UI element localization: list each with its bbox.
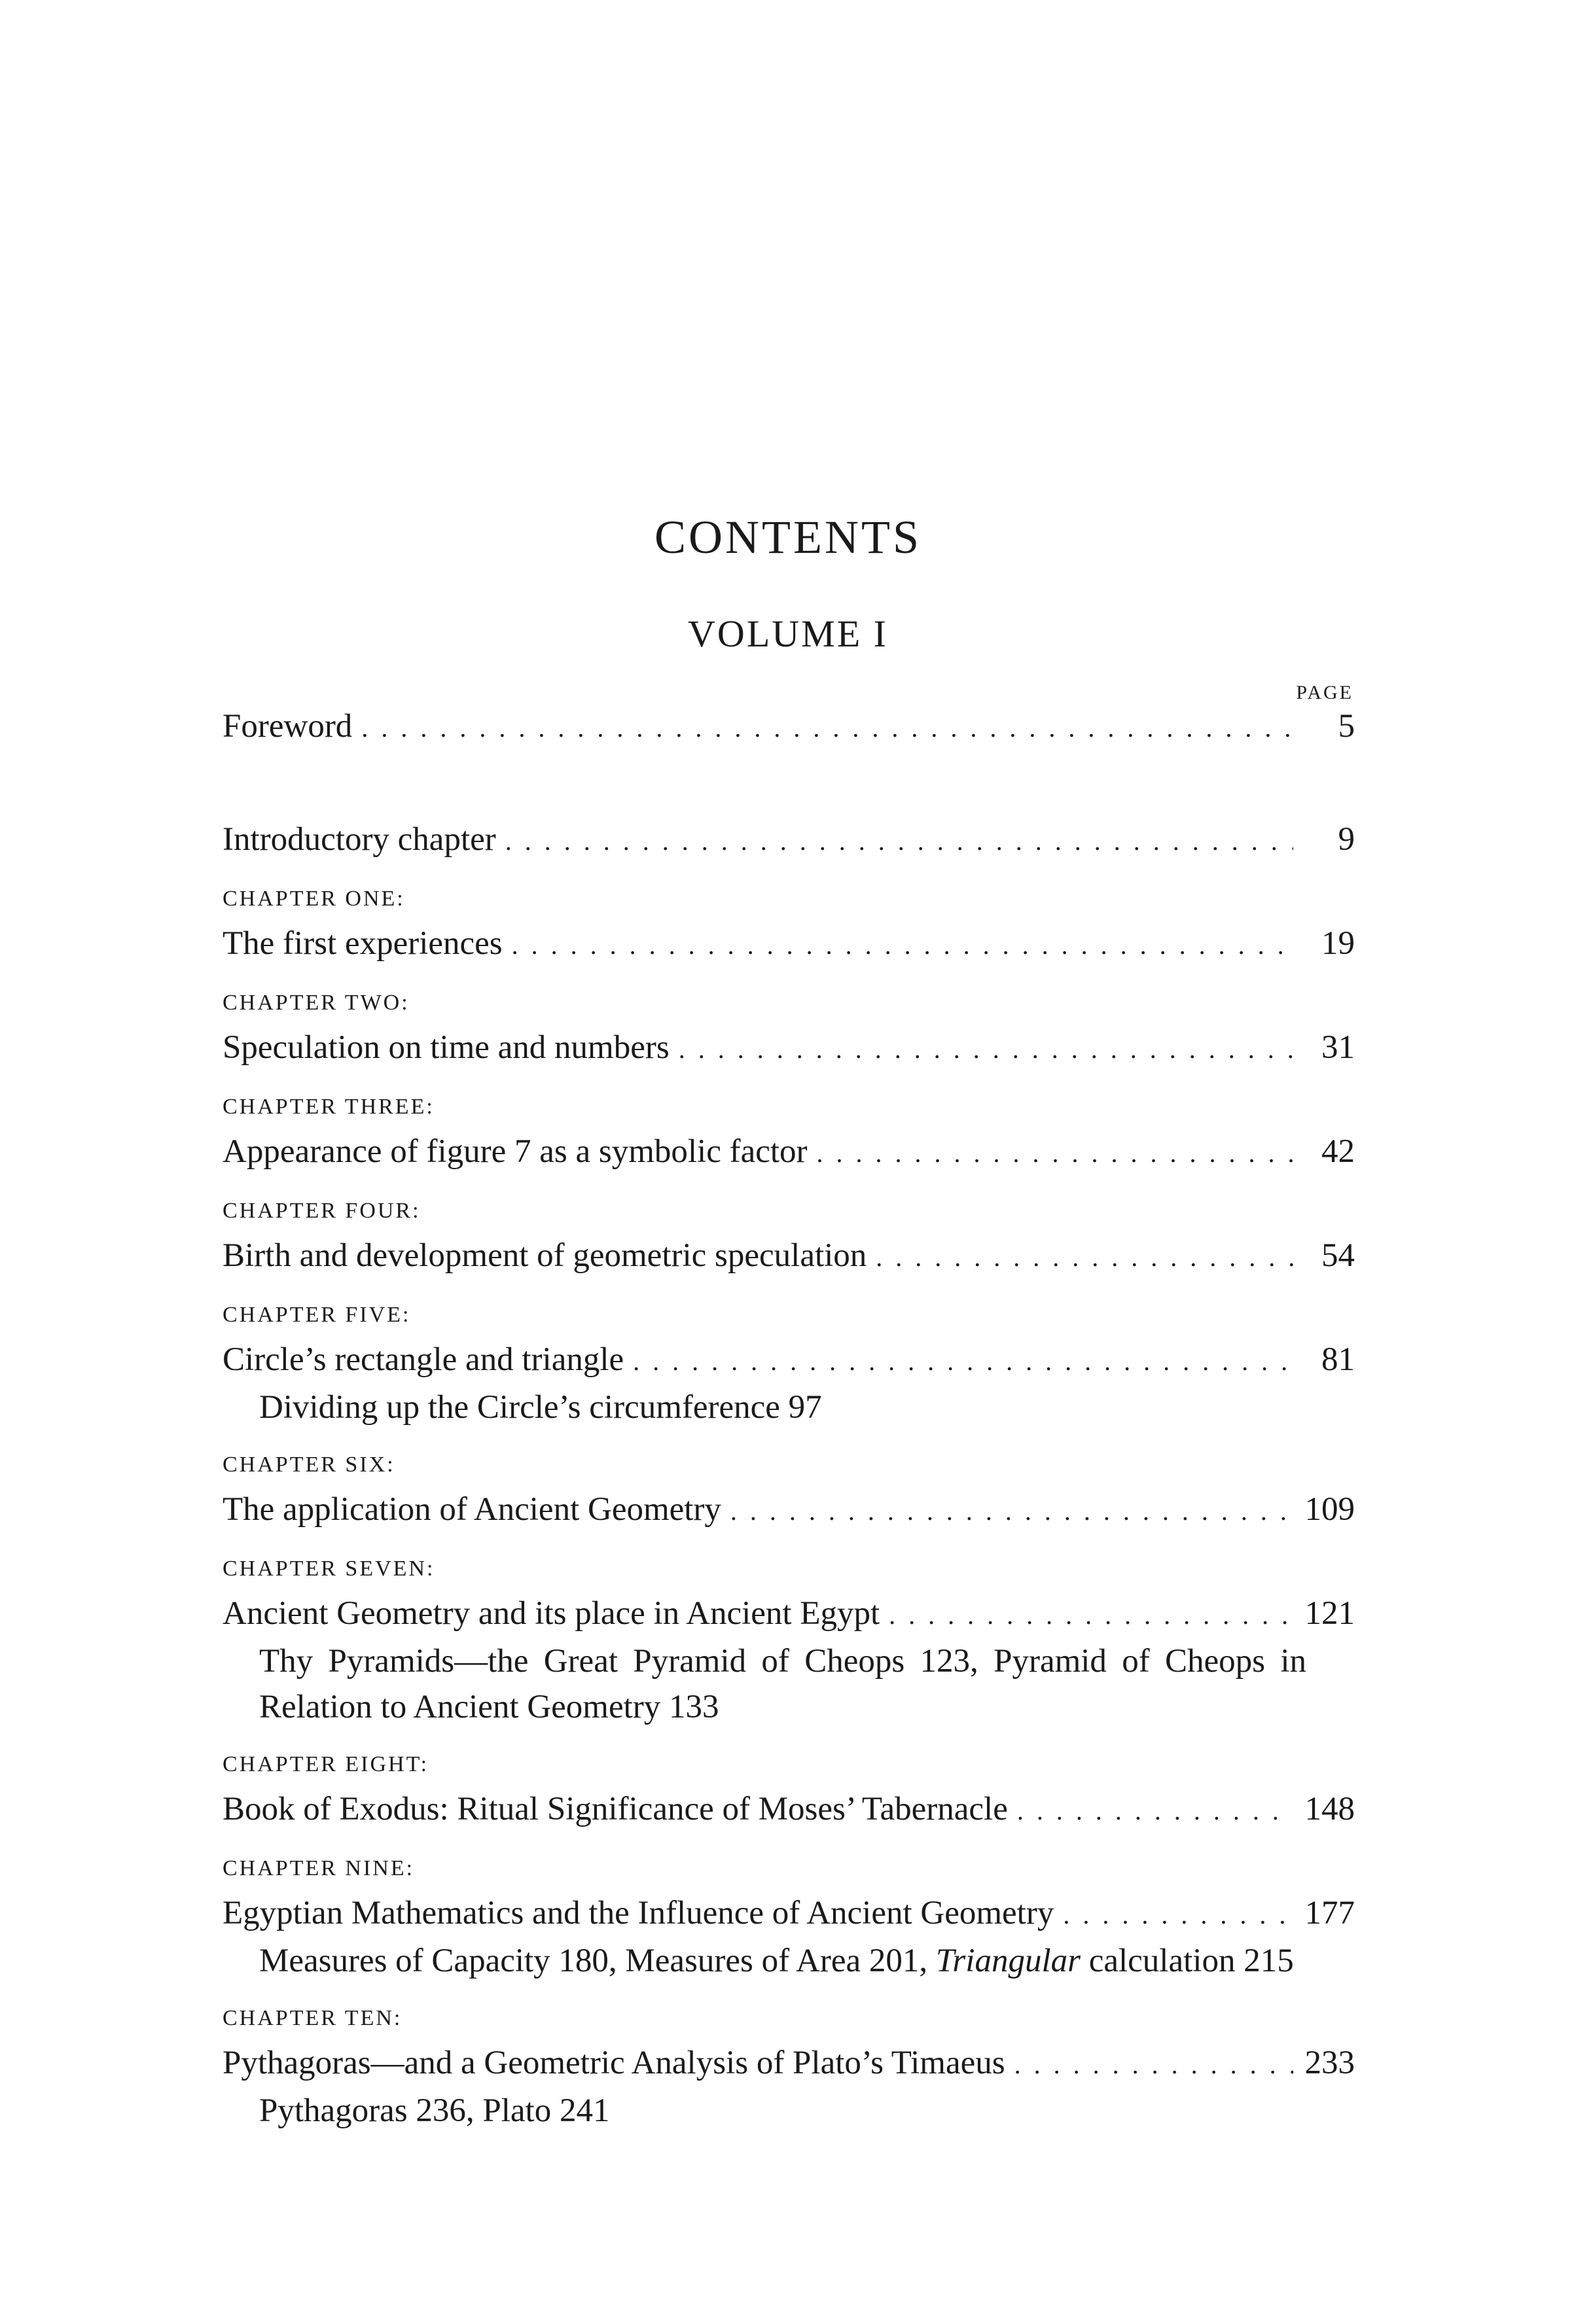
entry-page: 42 [1321,1133,1355,1170]
chapter-label: CHAPTER FOUR: [223,1199,421,1223]
toc-entry-chapter-5[interactable] [223,1337,1355,1384]
dot-leader [679,1027,1293,1072]
entry-page: 19 [1321,925,1355,962]
toc-entry-chapter-9[interactable] [223,1890,1355,1938]
chapter-label: CHAPTER NINE: [223,1856,415,1880]
volume-title: VOLUME I [688,612,888,655]
chapter-label: CHAPTER TWO: [223,991,410,1015]
entry-title: The first experiences [223,925,503,962]
entry-page: 81 [1321,1341,1355,1378]
entry-page: 109 [1304,1491,1355,1528]
dot-leader [876,1235,1293,1280]
chapter-label: CHAPTER SIX: [223,1452,395,1477]
dot-leader [730,1488,1293,1534]
spacer [223,751,1355,817]
toc-entry-chapter-2[interactable] [223,1025,1355,1072]
sub-entry-part: calculation 215 [1080,1943,1294,1979]
entry-title: Book of Exodus: Ritual Significance of Moses’ Tabernacle [223,1791,1008,1827]
toc-entry-chapter-6[interactable] [223,1487,1355,1534]
entry-title: Circle’s rectangle and triangle [223,1341,624,1378]
toc-entry-introductory[interactable] [223,817,1355,864]
dot-leader [633,1339,1293,1384]
entry-page: 54 [1321,1237,1355,1274]
sub-entry: Pythagoras 236, Plato 241 [259,2092,610,2129]
dot-leader [817,1131,1293,1176]
sub-entry: Thy Pyramids—the Great Pyramid of Cheops 123, Pyramid of Cheops in Relation to Ancient Geometry 133 [259,1643,1306,1725]
entry-title: Speculation on time and numbers [223,1029,670,1066]
entry-page: 121 [1304,1595,1355,1632]
chapter-label: CHAPTER SEVEN: [223,1557,435,1581]
sub-entry: Dividing up the Circle’s circumference 97 [259,1389,822,1426]
sub-entry [223,1938,1306,1984]
toc-entry-chapter-3[interactable] [223,1129,1355,1176]
chapter-label: CHAPTER EIGHT: [223,1752,429,1776]
toc-entry-chapter-10[interactable] [223,2040,1355,2088]
toc-entry-foreword[interactable] [223,703,1355,751]
entry-page: 233 [1304,2045,1355,2081]
entry-title: Foreword [223,708,353,745]
chapter-label: CHAPTER THREE: [223,1095,435,1119]
toc-entry-chapter-4[interactable] [223,1233,1355,1280]
entry-page: 5 [1338,708,1355,745]
table-of-contents [223,703,1355,2134]
sub-entry-part: Measures of Capacity 180, Measures of Area 201, [259,1943,936,1979]
entry-title: Birth and development of geometric speculation [223,1237,867,1274]
dot-leader [512,923,1293,968]
entry-page: 148 [1304,1791,1355,1827]
entry-title: Pythagoras—and a Geometric Analysis of Plato’s Timaeus [223,2045,1005,2081]
page-title: CONTENTS [654,511,922,563]
toc-entry-chapter-7[interactable] [223,1591,1355,1638]
entry-page: 9 [1338,821,1355,858]
chapter-label: CHAPTER FIVE: [223,1303,411,1327]
dot-leader [1014,2042,1293,2088]
dot-leader [889,1593,1293,1638]
dot-leader [361,705,1293,751]
chapter-label: CHAPTER TEN: [223,2006,403,2030]
entry-page: 177 [1304,1895,1355,1931]
dot-leader [505,819,1293,864]
page-column-label: PAGE [1296,682,1353,703]
dot-leader [1063,1892,1293,1938]
toc-entry-chapter-1[interactable] [223,921,1355,968]
entry-page: 31 [1321,1029,1355,1066]
chapter-label: CHAPTER ONE: [223,887,405,911]
entry-title: Introductory chapter [223,821,496,858]
entry-title: Egyptian Mathematics and the Influence of Ancient Geometry [223,1895,1054,1931]
toc-entry-chapter-8[interactable] [223,1786,1355,1834]
sub-entry-italic: Triangular [935,1943,1081,1979]
dot-leader [1017,1788,1293,1834]
entry-title: The application of Ancient Geometry [223,1491,721,1528]
entry-title: Ancient Geometry and its place in Ancient Egypt [223,1595,880,1632]
entry-title: Appearance of figure 7 as a symbolic factor [223,1133,808,1170]
